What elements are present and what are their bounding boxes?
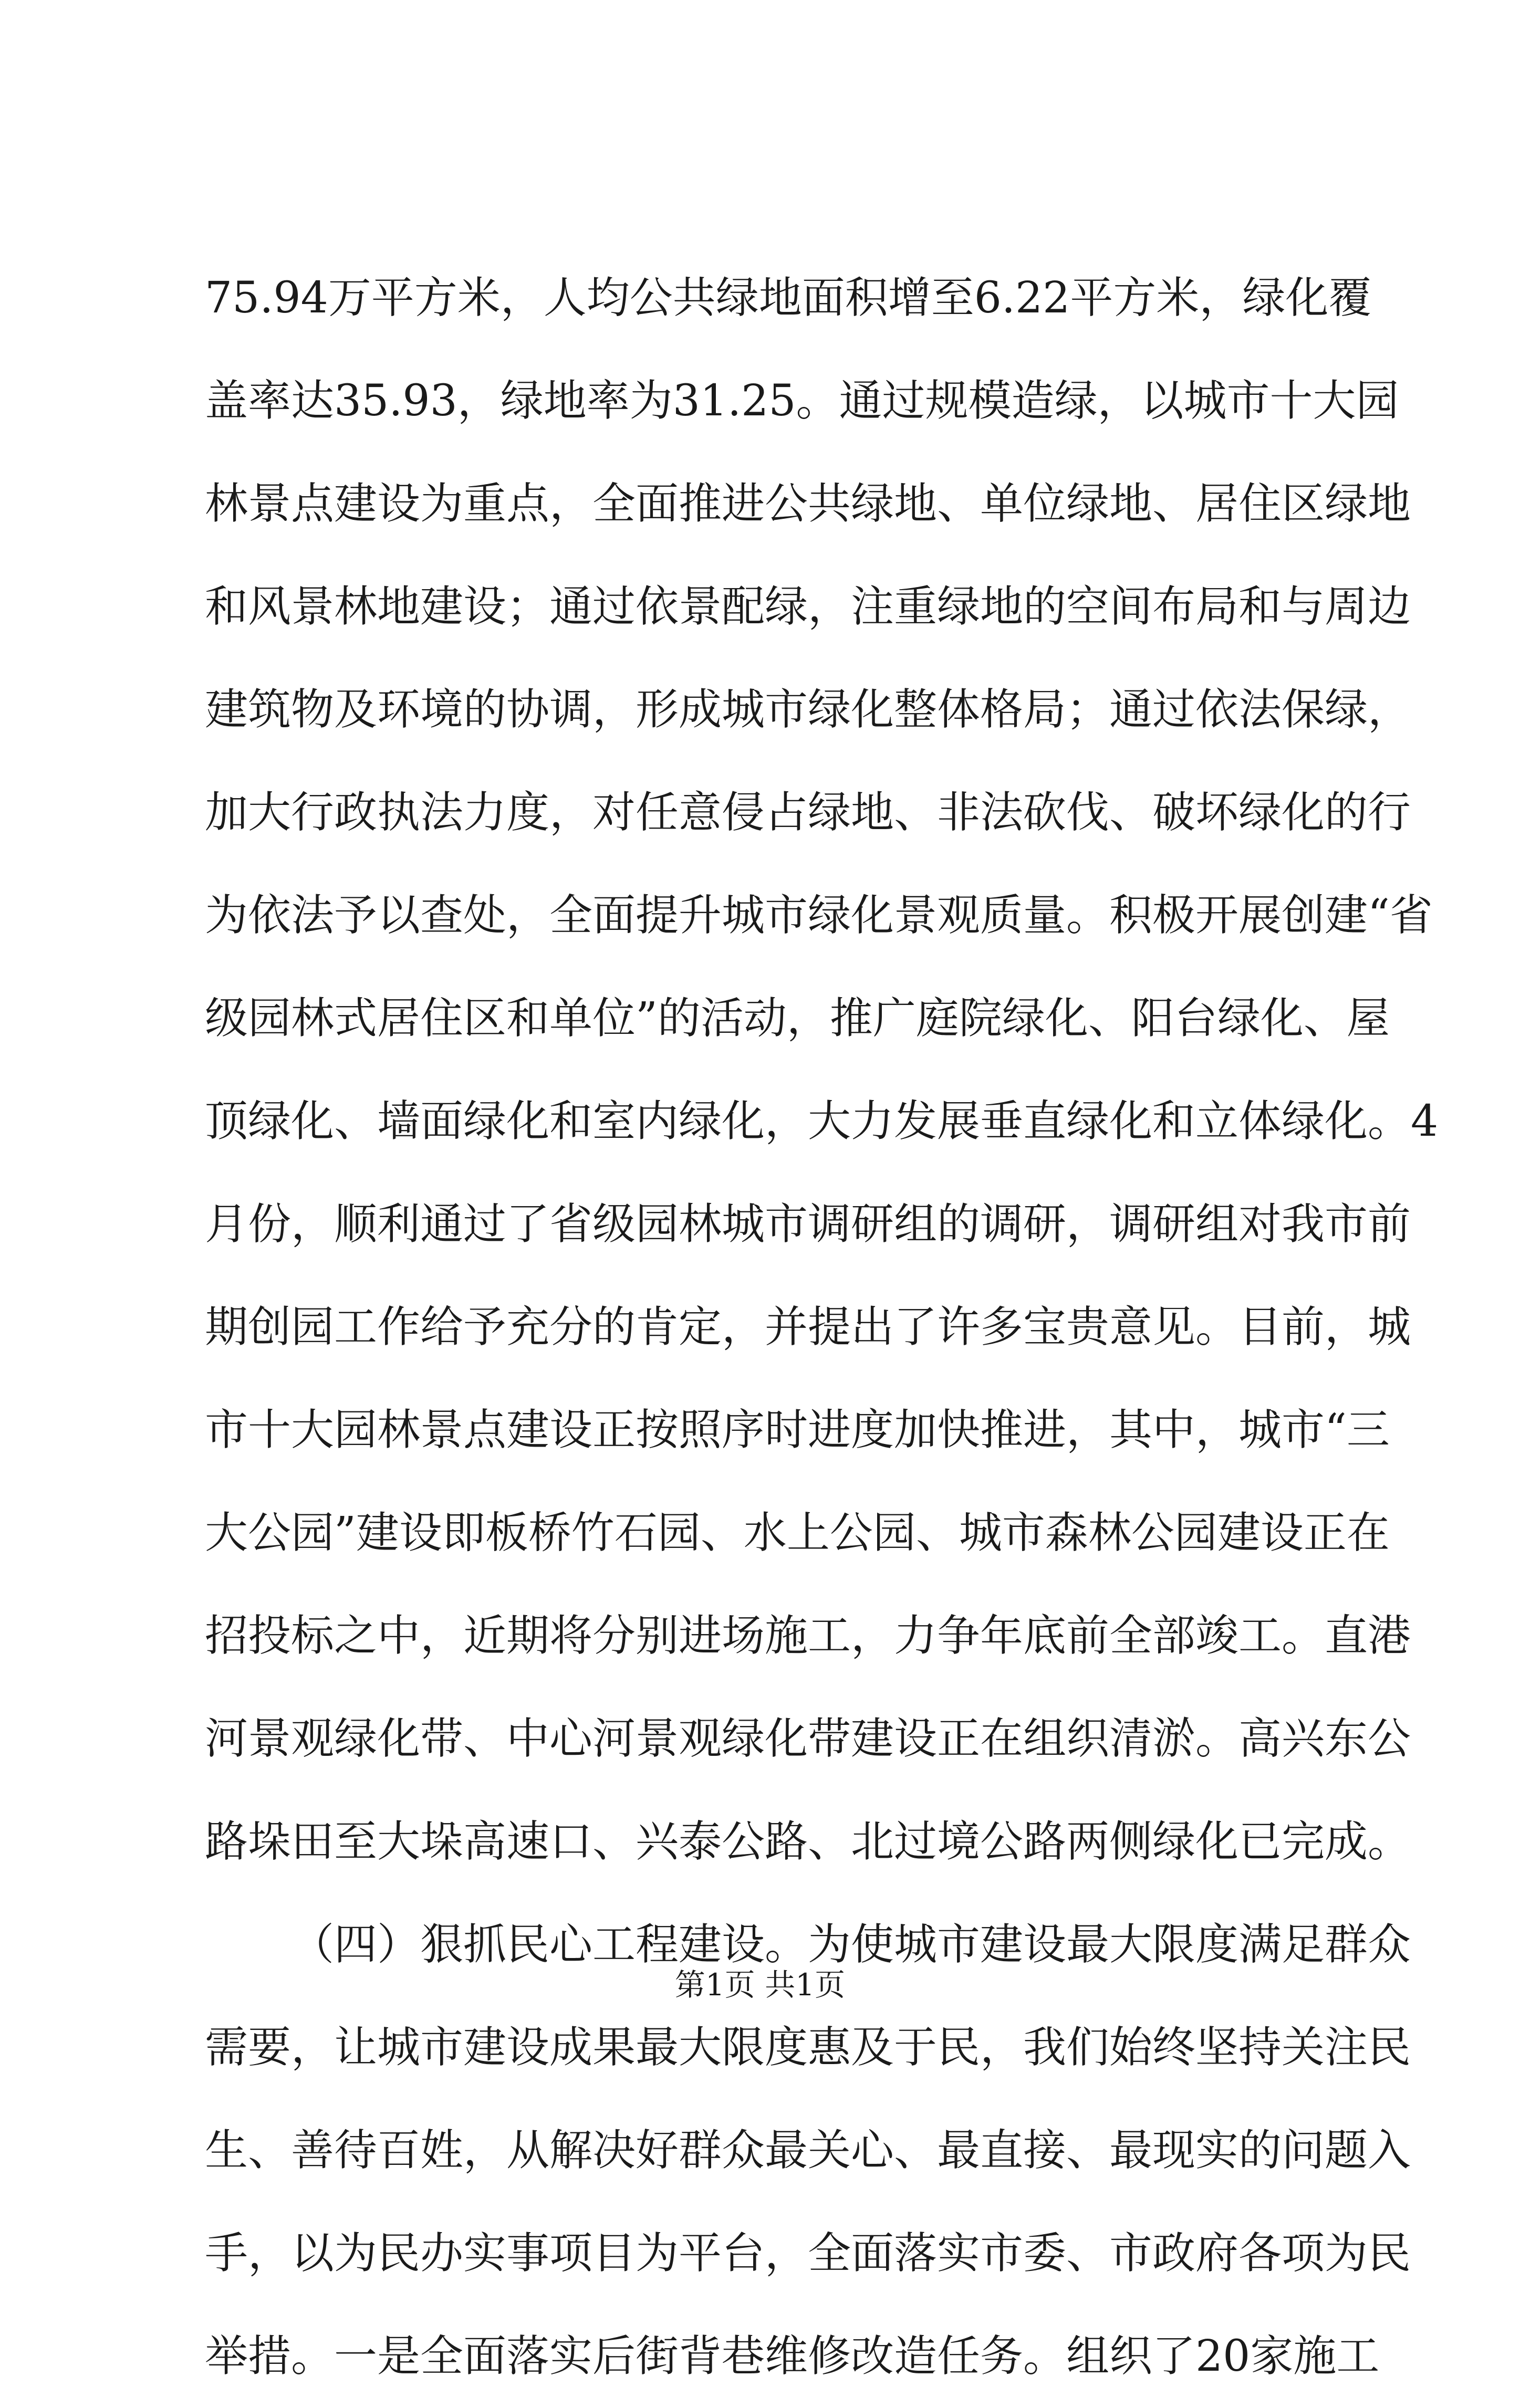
text-line: 需要，让城市建设成果最大限度惠及于民，我们始终坚持关注民 (205, 2023, 1411, 2072)
body-text (205, 247, 1439, 2408)
text-line: 手，以为民办实事项目为平台，全面落实市委、市政府各项为民 (205, 2228, 1411, 2278)
text-line: 级园林式居住区和单位”的活动，推广庭院绿化、阳台绿化、屋 (205, 993, 1390, 1043)
text-line: 盖率达35.93，绿地率为31.25。通过规模造绿，以城市十大园 (205, 376, 1399, 426)
text-line: 月份，顺利通过了省级园林城市调研组的调研，调研组对我市前 (205, 1199, 1411, 1249)
text-line: 大公园”建设即板桥竹石园、水上公园、城市森林公园建设正在 (205, 1508, 1390, 1558)
page-footer: 第1页 共1页 (674, 1967, 846, 2003)
text-line: 为依法予以查处，全面提升城市绿化景观质量。积极开展创建“省 (205, 891, 1433, 940)
text-line: 顶绿化、墙面绿化和室内绿化，大力发展垂直绿化和立体绿化。4 (205, 1096, 1439, 1146)
text-line: 和风景林地建设；通过依景配绿，注重绿地的空间布局和与周边 (205, 582, 1411, 632)
text-line: 路垛田至大垛高速口、兴泰公路、北过境公路两侧绿化已完成。 (205, 1817, 1411, 1867)
text-line: 75.94万平方米，人均公共绿地面积增至6.22平方米，绿化覆 (205, 273, 1372, 323)
text-line: 举措。一是全面落实后街背巷维修改造任务。组织了20家施工 (205, 2331, 1380, 2381)
text-line: 河景观绿化带、中心河景观绿化带建设正在组织清淤。高兴东公 (205, 1714, 1411, 1764)
text-line: 招投标之中，近期将分别进场施工，力争年底前全部竣工。直港 (205, 1611, 1411, 1661)
text-line: 建筑物及环境的协调，形成城市绿化整体格局；通过依法保绿， (205, 685, 1411, 735)
text-line: 林景点建设为重点，全面推进公共绿地、单位绿地、居住区绿地 (205, 479, 1411, 529)
text-line: 市十大园林景点建设正按照序时进度加快推进，其中，城市“三 (205, 1405, 1390, 1455)
text-line: 加大行政执法力度，对任意侵占绿地、非法砍伐、破坏绿化的行 (205, 788, 1411, 837)
text-line: 生、善待百姓，从解决好群众最关心、最直接、最现实的问题入 (205, 2126, 1411, 2175)
paragraph-start-line: （四）狠抓民心工程建设。为使城市建设最大限度满足群众 (291, 1920, 1411, 1970)
text-line: 期创园工作给予充分的肯定，并提出了许多宝贵意见。目前，城 (205, 1302, 1411, 1352)
